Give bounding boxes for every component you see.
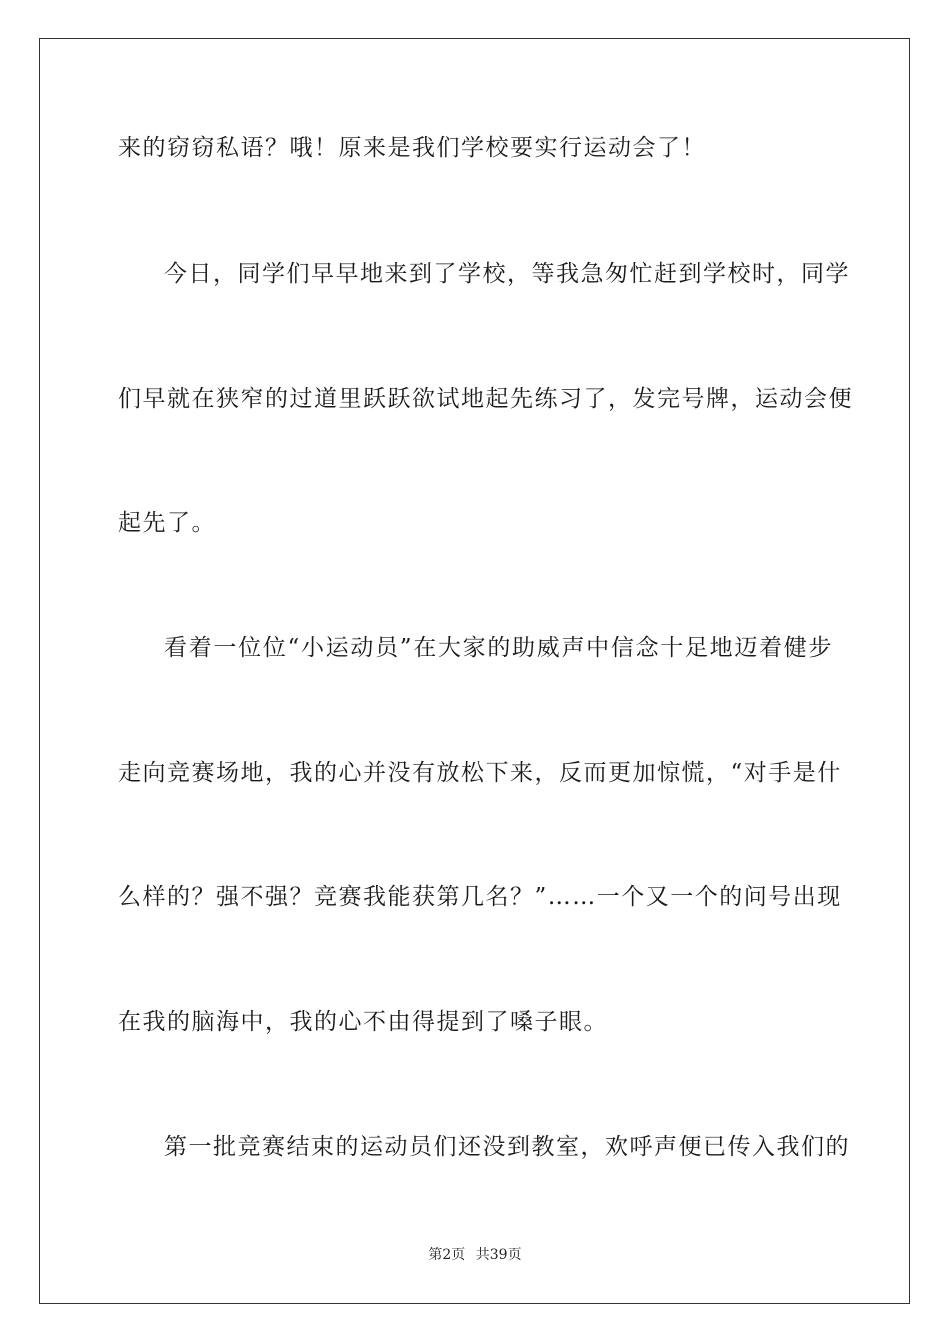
paragraph-line-9: 第一批竞赛结束的运动员们还没到教室，欢呼声便已传入我们的 xyxy=(164,1134,850,1160)
page-footer xyxy=(0,1246,950,1264)
paragraph-line-2: 今日，同学们早早地来到了学校，等我急匆忙赶到学校时，同学 xyxy=(164,261,850,287)
paragraph-line-5: 看着一位位“小运动员”在大家的助威声中信念十足地迈着健步 xyxy=(164,635,833,661)
paragraph-line-1: 来的窃窃私语？哦！原来是我们学校要实行运动会了！ xyxy=(118,135,706,161)
total-page-count: 共39页 xyxy=(475,1247,522,1263)
paragraph-line-4: 起先了。 xyxy=(118,510,216,536)
paragraph-line-7: 么样的？强不强？竞赛我能获第几名？”……一个又一个的问号出现 xyxy=(118,884,842,910)
paragraph-line-3: 们早就在狭窄的过道里跃跃欲试地起先练习了，发完号牌，运动会便 xyxy=(118,386,853,412)
page-border xyxy=(39,38,910,1304)
paragraph-line-6: 走向竞赛场地，我的心并没有放松下来，反而更加惊慌，“对手是什 xyxy=(118,760,842,786)
current-page-number: 第2页 xyxy=(428,1247,466,1263)
paragraph-line-8: 在我的脑海中，我的心不由得提到了嗓子眼。 xyxy=(118,1009,608,1035)
